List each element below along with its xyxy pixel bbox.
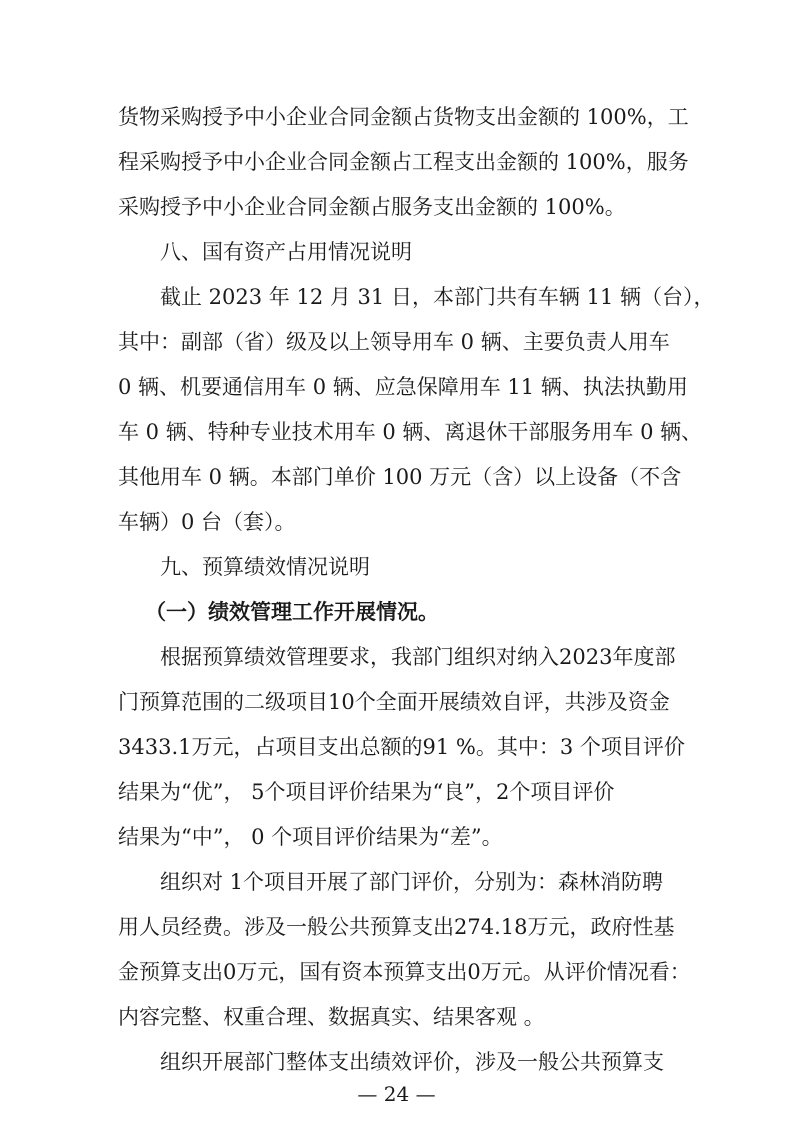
paragraph-line: 门预算范围的二级项目10个全面开展绩效自评，共涉及资金	[118, 690, 670, 714]
section-heading-9: 九、预算绩效情况说明	[160, 555, 370, 579]
paragraph-line: 组织开展部门整体支出绩效评价，涉及一般公共预算支	[160, 1050, 664, 1074]
paragraph-line: 3433.1万元，占项目支出总额的91 %。其中：3 个项目评价	[118, 735, 685, 759]
section-heading-8: 八、国有资产占用情况说明	[160, 240, 412, 264]
paragraph-line: 组织对 1个项目开展了部门评价，分别为：森林消防聘	[160, 870, 664, 894]
paragraph-line: 截止 2023 年 12 月 31 日，本部门共有车辆 11 辆（台），	[160, 285, 715, 309]
paragraph-line: 用人员经费。涉及一般公共预算支出274.18万元，政府性基	[118, 915, 675, 939]
paragraph-line: 结果为“中”， 0 个项目评价结果为“差”。	[118, 825, 503, 849]
paragraph-line: 货物采购授予中小企业合同金额占货物支出金额的 100%，工	[118, 105, 689, 129]
paragraph-line: 采购授予中小企业合同金额占服务支出金额的 100%。	[118, 195, 626, 219]
paragraph-line: 车辆）0 台（套）。	[118, 510, 296, 534]
paragraph-line: 车 0 辆、特种专业技术用车 0 辆、离退休干部服务用车 0 辆、	[118, 420, 703, 444]
page-number: — 24 —	[357, 1082, 436, 1106]
paragraph-line: 0 辆、机要通信用车 0 辆、应急保障用车 11 辆、执法执勤用	[118, 375, 688, 399]
paragraph-line: 金预算支出0万元，国有资本预算支出0万元。从评价情况看：	[118, 960, 691, 984]
paragraph-line: 其中：副部（省）级及以上领导用车 0 辆、主要负责人用车	[118, 330, 670, 354]
paragraph-line: 内容完整、权重合理、数据真实、结果客观 。	[118, 1005, 545, 1029]
paragraph-line: 其他用车 0 辆。本部门单价 100 万元（含）以上设备（不含	[118, 465, 682, 489]
paragraph-line: 根据预算绩效管理要求，我部门组织对纳入2023年度部	[160, 645, 676, 669]
paragraph-line: 程采购授予中小企业合同金额占工程支出金额的 100%，服务	[118, 150, 689, 174]
paragraph-line: 结果为“优”， 5个项目评价结果为“良”，2个项目评价	[118, 780, 615, 804]
subsection-heading: （一）绩效管理工作开展情况。	[145, 599, 439, 624]
